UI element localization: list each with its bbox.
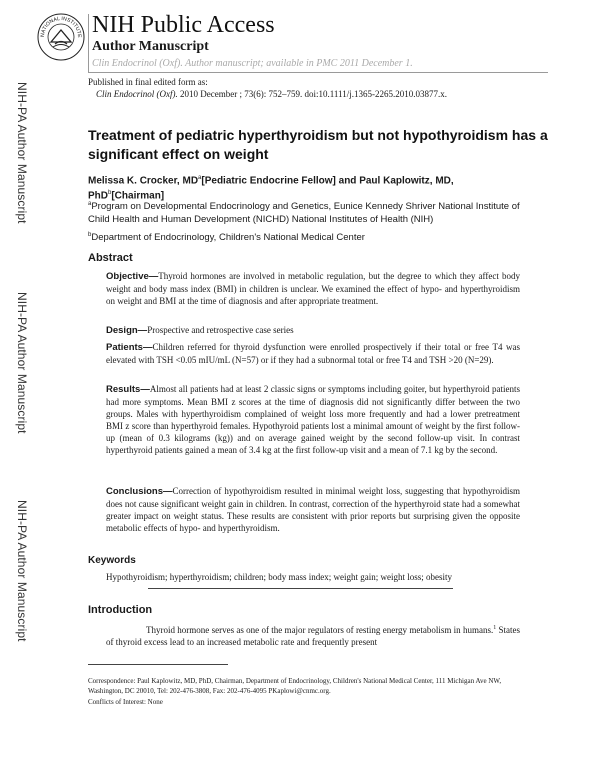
keywords-text: Hypothyroidism; hyperthyroidism; children; body mass index; weight gain; weight loss; obesity	[106, 572, 452, 582]
footnote-conflicts: Conflicts of Interest: None	[88, 698, 163, 706]
affiliation	[88, 198, 528, 226]
header-citation: Clin Endocrinol (Oxf). Author manuscript; available in PMC 2011 December 1.	[92, 58, 413, 69]
affiliation-text: Department of Endocrinology, Children's National Medical Center	[91, 232, 365, 244]
publication-details: 2010 December ; 73(6): 752–759. doi:10.1111/j.1365-2265.2010.03877.x.	[177, 89, 447, 99]
header-divider-vertical	[88, 14, 89, 72]
abstract-design	[106, 324, 520, 337]
author-name: Paul Kaplowitz, MD, PhD	[88, 175, 454, 202]
publication-journal: Clin Endocrinol (Oxf).	[96, 89, 178, 99]
author-conjunction: and	[335, 175, 360, 187]
author-name: Melissa K. Crocker, MD	[88, 175, 199, 187]
author-role: [Chairman]	[111, 190, 165, 202]
abstract-conclusions	[106, 485, 520, 534]
svg-text:NATIONAL INSTITUTES OF HEALTH: NATIONAL INSTITUTE	[39, 15, 83, 38]
section-text: Correction of hypothyroidism resulted in minimal weight loss, suggesting that hypothyroidism does not cause significant weight gain in children. In contrast, correction of the hyperthyroid state had a somewhat greater impact on weight status. These results are consistent with prior reports but surprising given the opposite metabolic effects of hypo- and hyperthyroidism.	[106, 486, 520, 533]
affiliation-superscript: b	[88, 232, 92, 238]
sidebar-label: NIH-PA Author Manuscript	[15, 500, 29, 642]
reference-link[interactable]: 1	[493, 625, 497, 631]
section-label: Design—	[106, 325, 148, 336]
author-role: [Pediatric Endocrine Fellow]	[201, 175, 336, 187]
footnote-correspondence: Correspondence: Paul Kaplowitz, MD, PhD, Chairman, Department of Endocrinology, Children's National Medical Center, 111 Michigan Ave NW, Washington, DC 20010, Tel: 202-476-3808, Fax: 202-476-4095 PKaplowi@cnmc.org.	[88, 677, 502, 695]
section-label: Conclusions—	[106, 486, 173, 497]
keywords-heading: Keywords	[88, 555, 136, 566]
section-label: Patients—	[106, 342, 153, 353]
intro-text: Thyroid hormone serves as one of the major regulators of resting energy metabolism in humans.	[146, 625, 494, 635]
header-divider	[88, 72, 548, 73]
section-label: Results—	[106, 384, 150, 395]
abstract-patients	[106, 341, 520, 366]
publication-citation	[96, 88, 447, 100]
section-label: Objective—	[106, 271, 159, 282]
header-subtitle: Author Manuscript	[92, 39, 209, 54]
nih-logo	[36, 12, 86, 62]
abstract-results	[106, 383, 520, 456]
footnote-divider	[88, 664, 228, 665]
publication-label: Published in final edited form as:	[88, 77, 208, 87]
affiliation	[88, 229, 528, 245]
author-superscript: a	[198, 175, 202, 181]
introduction-heading: Introduction	[88, 604, 153, 616]
sidebar-label: NIH-PA Author Manuscript	[15, 292, 29, 434]
section-divider	[148, 588, 453, 589]
section-text: Prospective and retrospective case series	[147, 325, 294, 335]
section-text: Thyroid hormones are involved in metabolic regulation, but the degree to which they affect body weight and body mass index (BMI) in children is unclear. We examined the effect of hypo- and hyperthyroidism on weight and BMI at the time of diagnosis and after appropriate treatment.	[106, 271, 520, 306]
section-text: Almost all patients had at least 2 classic signs or symptoms including goiter, but hyperthyroid patients had more symptoms. Mean BMI z scores at the time of diagnosis did not significantly differ between the two groups. Males with hyperthyroidism complained of weight loss more frequently and had a lower pretreatment BMI z score than hyperthyroid females. Hypothyroid patients lost a minimal amount of weight by the first follow-up (mean of 0.3 kilograms (kg)) and on average gained weight by the second follow-up visit. In contrast hyperthyroid patients gained a mean of 3.4 kg at the first follow-up visit and a mean of 7.1 kg by the second.	[106, 384, 520, 455]
header-title: NIH Public Access	[92, 12, 275, 38]
affiliation-text: Program on Developmental Endocrinology and Genetics, Eunice Kennedy Shriver National Institute of Child Health and Human Development (NICHD) National Institutes of Health (NIH)	[88, 201, 520, 225]
intro-text: States of thyroid excess lead to an increased metabolic rate and frequently present	[106, 625, 521, 647]
article-title: Treatment of pediatric hyperthyroidism but not hypothyroidism has a significant effect on weight	[88, 127, 548, 162]
abstract-objective	[106, 270, 520, 307]
sidebar-label: NIH-PA Author Manuscript	[15, 82, 29, 224]
affiliation-superscript: a	[88, 201, 92, 207]
section-text: Children referred for thyroid dysfunction were enrolled prospectively if their total or free T4 was elevated with TSH <0.05 mIU/mL (N=57) or if they had a subnormal total or free T4 and TSH >20 (N=29).	[106, 342, 520, 365]
nih-seal-icon	[36, 12, 86, 62]
abstract-heading: Abstract	[88, 252, 133, 264]
introduction-paragraph	[106, 622, 520, 648]
author-superscript: b	[108, 190, 112, 197]
